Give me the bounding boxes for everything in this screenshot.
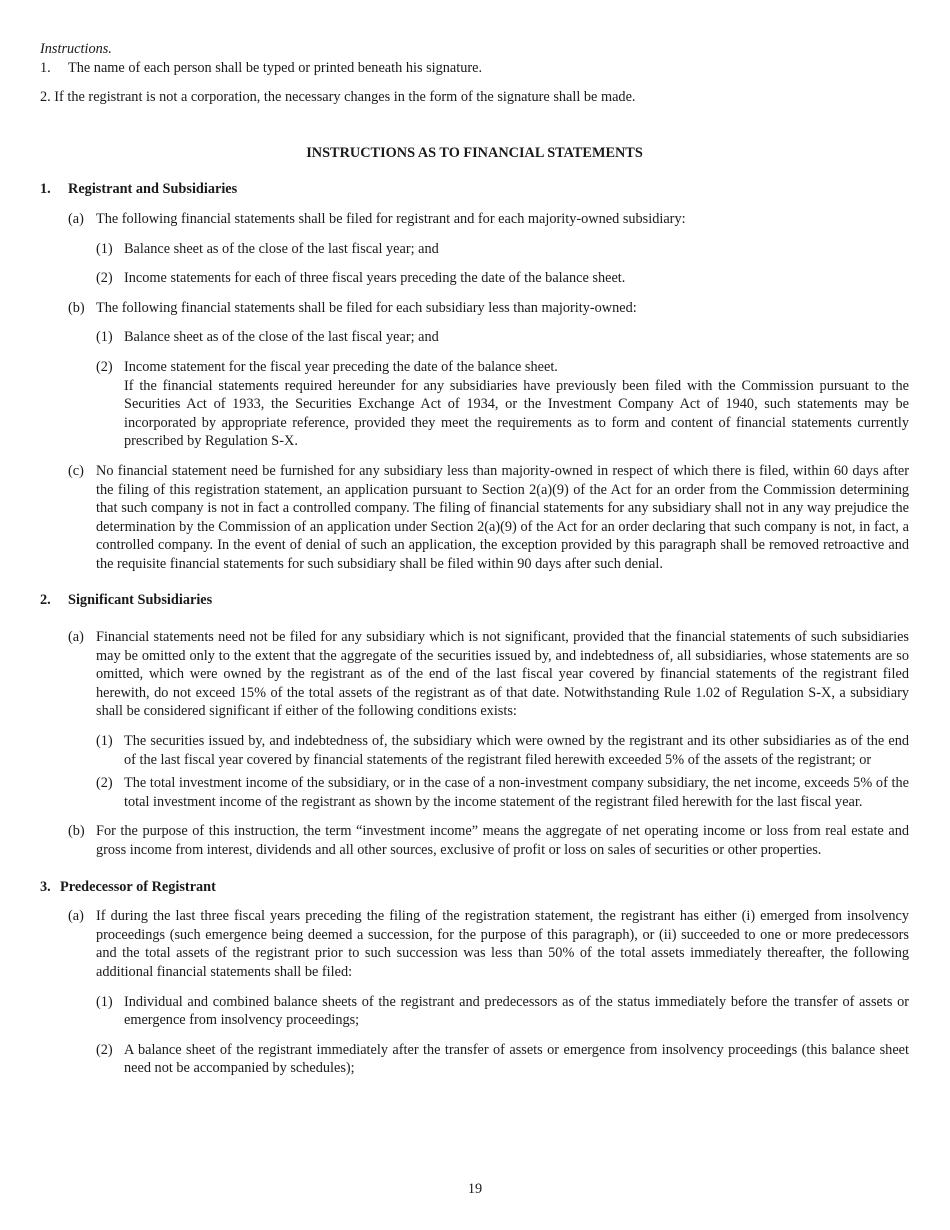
item-marker: (a) [68,629,84,646]
section-3-heading [40,878,909,897]
instruction-item-2: 2. If the registrant is not a corporation, the necessary changes in the form of the signature shall be made. [40,89,636,106]
item-marker: (b) [68,299,85,316]
item-marker: (b) [68,823,85,840]
section-1-heading [40,180,909,199]
section-title: Predecessor of Registrant [60,878,216,895]
item-marker: (2) [96,358,113,375]
section-number: 2. [40,592,51,609]
item-marker: (c) [68,462,84,479]
item-continuation-text: If the financial statements required hereunder for any subsidiaries have previously been filed with the Commission pursuant to the Securities Act of 1933, the Securities Exchange Act of 1934, or the Investment Company Act of 1940, such statements may be incorporated by appropriate reference, provided they meet the requirements as to form and content of financial statements currently prescribed by Regulation S-X. [124,377,909,450]
item-marker: (a) [68,908,84,925]
item-text: The securities issued by, and indebtedness of, the subsidiary which were owned by the registrant and its other subsidiaries as of the end of the last fiscal year covered by financial statements of the registrant filed herewith exceeded 5% of the assets of the registrant; or [124,733,909,768]
section-1-item-a1 [40,240,909,259]
item-text: If during the last three fiscal years preceding the filing of the registration statement, the registrant has either (i) emerged from insolvency proceedings (such emergence being deemed a succession, for the purpose of this paragraph), or (ii) succeeded to one or more predecessors and the total assets of the registrant prior to such succession was less than 50% of the total assets immediately thereafter, the following additional financial statements shall be filed: [96,908,909,980]
section-1-item-c [40,462,909,574]
section-1-item-b2 [40,358,909,451]
item-text: Balance sheet as of the close of the last fiscal year; and [124,329,439,346]
instruction-item-text: The name of each person shall be typed or printed beneath his signature. [68,59,483,76]
item-body [124,358,909,451]
item-marker: (2) [96,1041,113,1058]
section-number: 1. [40,181,51,198]
instruction-item-number: 1. [40,59,51,76]
section-1-item-b1 [40,328,909,347]
item-text: No financial statement need be furnished for any subsidiary less than majority-owned in respect of which there is filed, within 60 days after the filing of this registration statement, an application pursuant to Section 2(a)(9) of the Act for an order from the Commission determining that such company is not in fact a controlled company. The filing of financial statements for any subsidiary shall not in any way prejudice the determination by the Commission of an application under Section 2(a)(9) of the Act for an order declaring that such company is not, in fact, a controlled company. In the event of denial of such an application, the exception provided by this paragraph shall be removed retroactive and the requisite financial statements for such subsidiary shall be filed within 90 days after such denial. [96,462,909,572]
item-text: For the purpose of this instruction, the term “investment income” means the aggregate of net operating income or loss from real estate and gross income from interest, dividends and all other sources, exclusive of profit or loss on sales of securities or other properties. [96,823,909,858]
item-text: Income statements for each of three fiscal years preceding the date of the balance sheet. [124,270,626,287]
instructions-heading: Instructions. [40,41,112,57]
item-text: Income statement for the fiscal year preceding the date of the balance sheet. [124,358,558,375]
section-number: 3. [40,878,51,895]
item-text: The following financial statements shall be filed for registrant and for each majority-owned subsidiary: [96,210,686,227]
item-text: A balance sheet of the registrant immediately after the transfer of assets or emergence from insolvency proceedings (this balance sheet need not be accompanied by schedules); [124,1041,909,1077]
item-text: The following financial statements shall be filed for each subsidiary less than majority-owned: [96,299,637,316]
section-2-item-b [40,822,909,859]
section-2-item-a1 [40,732,909,769]
section-1-item-a [40,210,909,229]
section-1-item-b [40,299,909,318]
document-page [40,40,909,1078]
item-marker: (1) [96,733,113,750]
section-2-item-a2 [40,774,909,811]
item-text: Individual and combined balance sheets of the registrant and predecessors as of the status immediately before the transfer of assets or emergence from insolvency proceedings; [124,993,909,1029]
section-3-item-a1 [40,993,909,1030]
section-title: Significant Subsidiaries [68,592,213,609]
section-3-item-a2 [40,1041,909,1078]
item-text: Financial statements need not be filed for any subsidiary which is not significant, provided that the financial statements of such subsidiaries may be omitted only to the extent that the aggregate of the securities issued by, and indebtedness of, all subsidiaries, whose statements are so omitted, which were owned by the registrant as of the end of the last fiscal year covered by financial statements of the registrant filed herewith, do not exceed 15% of the total assets of the registrant as of that date. Notwithstanding Rule 1.02 of Regulation S-X, a subsidiary shall be considered significant if either of the following conditions exists: [96,629,909,720]
item-marker: (1) [96,240,113,257]
section-1-item-a2 [40,269,909,288]
section-2-heading [40,591,909,610]
section-title: Registrant and Subsidiaries [68,181,238,198]
item-marker: (1) [96,993,113,1010]
item-marker: (2) [96,775,113,792]
item-marker: (2) [96,270,113,287]
section-2-item-a [40,628,909,721]
section-3-item-a [40,907,909,981]
page-number: 19 [467,1181,483,1197]
item-marker: (1) [96,329,113,346]
instruction-item-1 [40,59,909,78]
item-marker: (a) [68,210,84,227]
item-text: Balance sheet as of the close of the last fiscal year; and [124,240,439,257]
item-text: The total investment income of the subsidiary, or in the case of a non-investment company subsidiary, the net income, exceeds 5% of the total investment income of the registrant as shown by the income statement of the registrant filed herewith for the last fiscal year. [124,775,909,810]
page-title: INSTRUCTIONS AS TO FINANCIAL STATEMENTS [306,144,643,161]
